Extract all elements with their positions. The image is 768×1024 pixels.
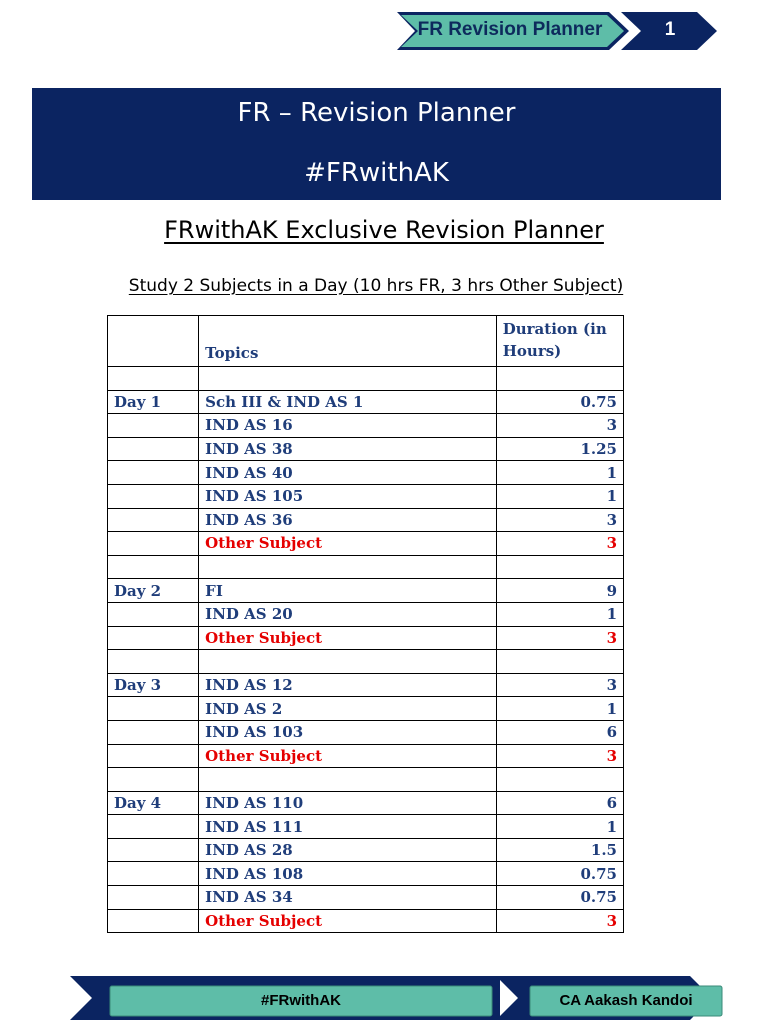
topic-cell: Other Subject bbox=[199, 909, 497, 933]
footer-hashtag: #FRwithAK bbox=[261, 992, 341, 1009]
hours-cell: 6 bbox=[496, 791, 623, 815]
day-cell bbox=[108, 437, 199, 461]
header-duration: Duration (in Hours) bbox=[496, 316, 623, 367]
hours-cell: 3 bbox=[496, 673, 623, 697]
table-row bbox=[108, 720, 624, 744]
page-heading: FRwithAK Exclusive Revision Planner bbox=[164, 216, 604, 244]
hours-cell: 1.25 bbox=[496, 437, 623, 461]
header-day bbox=[108, 316, 199, 367]
topic-cell: Other Subject bbox=[199, 744, 497, 768]
table-row bbox=[108, 886, 624, 910]
hours-cell: 1.5 bbox=[496, 838, 623, 862]
table-row bbox=[108, 367, 624, 391]
table-row bbox=[108, 461, 624, 485]
topic-cell: IND AS 103 bbox=[199, 720, 497, 744]
hours-cell bbox=[496, 555, 623, 579]
day-cell bbox=[108, 744, 199, 768]
table-row bbox=[108, 414, 624, 438]
hours-cell: 3 bbox=[496, 414, 623, 438]
topic-cell bbox=[199, 367, 497, 391]
topic-cell: Other Subject bbox=[199, 626, 497, 650]
topic-cell bbox=[199, 768, 497, 792]
day-cell bbox=[108, 909, 199, 933]
page-number: 1 bbox=[664, 19, 676, 40]
table-row bbox=[108, 697, 624, 721]
day-cell bbox=[108, 602, 199, 626]
day-cell bbox=[108, 461, 199, 485]
footer-author: CA Aakash Kandoi bbox=[559, 992, 693, 1009]
hours-cell: 1 bbox=[496, 602, 623, 626]
day-cell: Day 3 bbox=[108, 673, 199, 697]
topic-cell bbox=[199, 650, 497, 674]
title-banner bbox=[32, 88, 721, 200]
hours-cell: 1 bbox=[496, 815, 623, 839]
hours-cell: 1 bbox=[496, 697, 623, 721]
table-header-row bbox=[108, 316, 624, 367]
table-row bbox=[108, 862, 624, 886]
hours-cell: 0.75 bbox=[496, 886, 623, 910]
table-row bbox=[108, 673, 624, 697]
topic-cell: IND AS 28 bbox=[199, 838, 497, 862]
hours-cell: 3 bbox=[496, 744, 623, 768]
table-row bbox=[108, 650, 624, 674]
table-row bbox=[108, 744, 624, 768]
header-title: FR Revision Planner bbox=[417, 19, 603, 40]
hours-cell: 9 bbox=[496, 579, 623, 603]
day-cell bbox=[108, 367, 199, 391]
hours-cell bbox=[496, 367, 623, 391]
day-cell bbox=[108, 768, 199, 792]
topic-cell: IND AS 36 bbox=[199, 508, 497, 532]
revision-table bbox=[107, 315, 624, 933]
table-row bbox=[108, 602, 624, 626]
table-row bbox=[108, 484, 624, 508]
day-cell bbox=[108, 720, 199, 744]
day-cell bbox=[108, 862, 199, 886]
banner-title: FR – Revision Planner bbox=[237, 98, 516, 128]
hours-cell bbox=[496, 768, 623, 792]
topic-cell: IND AS 34 bbox=[199, 886, 497, 910]
hours-cell: 3 bbox=[496, 508, 623, 532]
topic-cell bbox=[199, 555, 497, 579]
topic-cell: IND AS 20 bbox=[199, 602, 497, 626]
page-subheading: Study 2 Subjects in a Day (10 hrs FR, 3 hrs Other Subject) bbox=[128, 276, 624, 296]
day-cell: Day 2 bbox=[108, 579, 199, 603]
topic-cell: IND AS 40 bbox=[199, 461, 497, 485]
day-cell bbox=[108, 886, 199, 910]
table-row bbox=[108, 838, 624, 862]
table-row bbox=[108, 555, 624, 579]
day-cell bbox=[108, 555, 199, 579]
table-row bbox=[108, 626, 624, 650]
hours-cell: 1 bbox=[496, 461, 623, 485]
day-cell bbox=[108, 838, 199, 862]
topic-cell: IND AS 38 bbox=[199, 437, 497, 461]
day-cell bbox=[108, 815, 199, 839]
topic-cell: Sch III & IND AS 1 bbox=[199, 390, 497, 414]
topic-cell: Other Subject bbox=[199, 532, 497, 556]
topic-cell: IND AS 12 bbox=[199, 673, 497, 697]
table-row bbox=[108, 815, 624, 839]
table-row bbox=[108, 579, 624, 603]
day-cell: Day 1 bbox=[108, 390, 199, 414]
day-cell bbox=[108, 508, 199, 532]
day-cell: Day 4 bbox=[108, 791, 199, 815]
day-cell bbox=[108, 626, 199, 650]
table-row bbox=[108, 437, 624, 461]
topic-cell: IND AS 108 bbox=[199, 862, 497, 886]
footer-bar bbox=[0, 972, 768, 1024]
table-row bbox=[108, 532, 624, 556]
hours-cell bbox=[496, 650, 623, 674]
day-cell bbox=[108, 414, 199, 438]
header-bar bbox=[395, 10, 725, 52]
topic-cell: IND AS 110 bbox=[199, 791, 497, 815]
day-cell bbox=[108, 484, 199, 508]
topic-cell: IND AS 2 bbox=[199, 697, 497, 721]
topic-cell: IND AS 111 bbox=[199, 815, 497, 839]
table-row bbox=[108, 909, 624, 933]
topic-cell: IND AS 105 bbox=[199, 484, 497, 508]
hours-cell: 3 bbox=[496, 909, 623, 933]
hours-cell: 6 bbox=[496, 720, 623, 744]
table-row bbox=[108, 791, 624, 815]
hours-cell: 3 bbox=[496, 532, 623, 556]
topic-cell: IND AS 16 bbox=[199, 414, 497, 438]
table-row bbox=[108, 768, 624, 792]
hours-cell: 3 bbox=[496, 626, 623, 650]
day-cell bbox=[108, 650, 199, 674]
header-topics: Topics bbox=[199, 316, 497, 367]
hours-cell: 0.75 bbox=[496, 862, 623, 886]
hours-cell: 1 bbox=[496, 484, 623, 508]
table-row bbox=[108, 508, 624, 532]
day-cell bbox=[108, 697, 199, 721]
banner-hashtag: #FRwithAK bbox=[304, 158, 449, 188]
table-row bbox=[108, 390, 624, 414]
topic-cell: FI bbox=[199, 579, 497, 603]
day-cell bbox=[108, 532, 199, 556]
hours-cell: 0.75 bbox=[496, 390, 623, 414]
